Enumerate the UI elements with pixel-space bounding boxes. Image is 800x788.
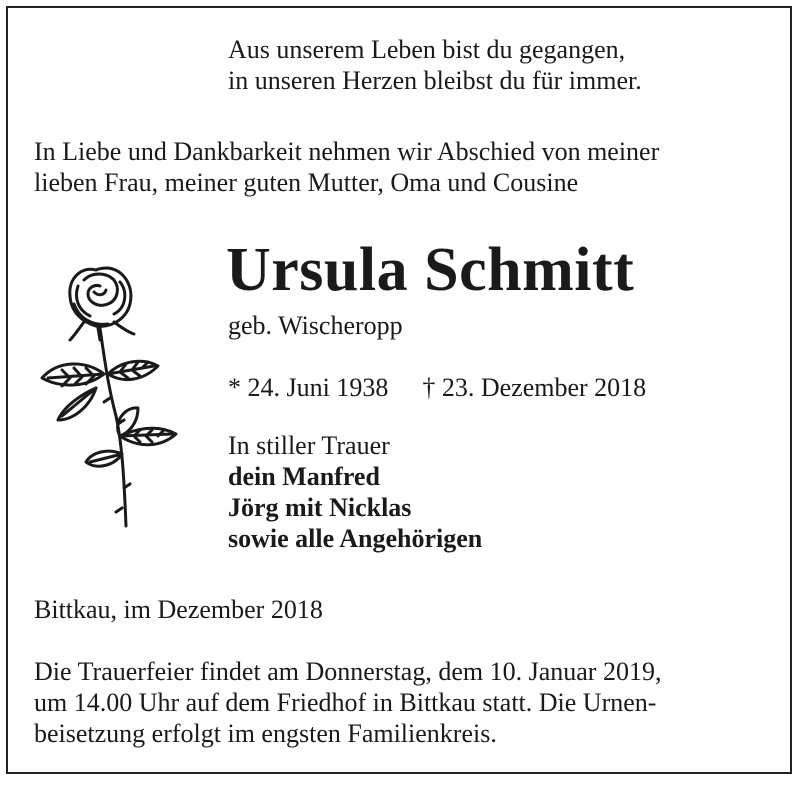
funeral-line-3: beisetzung erfolgt im engsten Familienkreis. [34,719,497,748]
funeral-line-1: Die Trauerfeier findet am Donnerstag, dem 10. Januar 2019, [34,657,662,686]
rose-icon [34,256,194,536]
birth-date: * 24. Juni 1938 [228,373,389,402]
mourner-line-2: Jörg mit Nicklas [228,493,412,522]
motto [228,34,642,96]
death-date: † 23. Dezember 2018 [422,373,647,402]
mourner-line-3: sowie alle Angehörigen [228,524,483,553]
intro-text [34,136,659,198]
mourner-line-1: dein Manfred [228,462,380,491]
funeral-info [34,656,661,749]
life-dates [228,372,646,403]
mourners-intro: In stiller Trauer [228,431,390,460]
obituary-notice [6,6,792,774]
motto-line-2: in unseren Herzen bleibst du für immer. [228,66,642,95]
intro-line-2: lieben Frau, meiner guten Mutter, Oma und Cousine [34,168,579,197]
deceased-name: Ursula Schmitt [226,236,635,304]
intro-line-1: In Liebe und Dankbarkeit nehmen wir Abschied von meiner [34,137,660,166]
funeral-line-2: um 14.00 Uhr auf dem Friedhof in Bittkau statt. Die Urnen- [34,688,657,717]
mourners [228,430,482,554]
place-date: Bittkau, im Dezember 2018 [34,595,323,624]
maiden-name: geb. Wischeropp [228,311,403,340]
motto-line-1: Aus unserem Leben bist du gegangen, [228,35,626,64]
